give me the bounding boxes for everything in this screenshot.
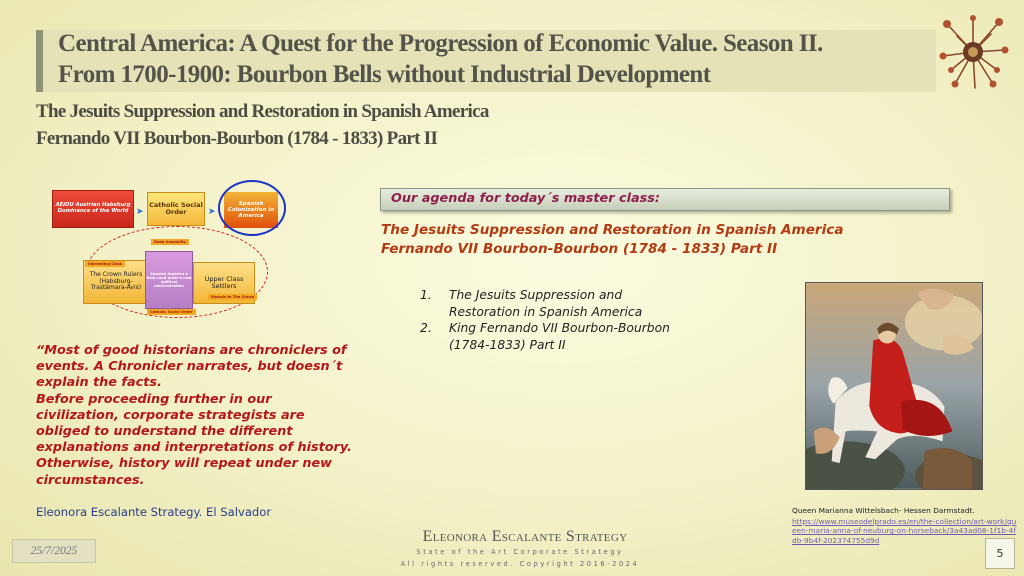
list-item-text: King Fernando VII Bourbon-Bourbon	[449, 321, 670, 335]
agenda-header: Our agenda for today´s master class:	[380, 188, 950, 211]
list-item-number: 2.	[420, 321, 432, 335]
catholic-social-order-box: Catholic Social Order	[147, 192, 205, 226]
historian-quote	[36, 343, 366, 489]
list-item-text: Restoration in Spanish America	[449, 304, 643, 319]
aeiou-box: AEIOU Austrian Habsburg Dominance of the World	[52, 190, 134, 228]
title-line-1: Central America: A Quest for the Progression of Economic Value. Season II.	[58, 30, 823, 57]
arrow-right-icon: ➤	[208, 206, 216, 216]
quote-line: events. A Chronicler narrates, but doesn´t	[36, 359, 343, 375]
deep-inequality-tag: Deep Inequality	[151, 239, 189, 245]
agenda-title-line-1: The Jesuits Suppression and Restoration in Spanish America	[381, 222, 844, 238]
slide-number: 5	[985, 538, 1015, 569]
quote-line: explanations and interpretations of history.	[36, 440, 352, 456]
list-item-text: The Jesuits Suppression and	[449, 288, 623, 302]
quote-author: Eleonora Escalante Strategy. El Salvador	[36, 505, 272, 519]
spanish-colonization-box: Spanish Colonization in America	[224, 192, 278, 228]
list-item-number: 1.	[420, 288, 432, 302]
upper-class-box: Upper Class Settlers	[193, 262, 255, 304]
crown-rulers-label: The Crown Rulers (Habsburg-Trastámara-Avis)	[89, 270, 143, 292]
colonial-order-diagram	[50, 180, 325, 320]
quote-line: Otherwise, history will repeat under new	[36, 456, 332, 472]
title-line-2: From 1700-1900: Bourbon Bells without Industrial Development	[58, 61, 711, 88]
queen-equestrian-painting	[805, 282, 983, 490]
inbreeding-class-tag: Inbreeding Class	[85, 261, 125, 267]
list-item	[420, 287, 750, 320]
subtitle-line-2: Fernando VII Bourbon-Bourbon (1784 - 1833) Part II	[36, 128, 438, 149]
dried-flower-icon	[935, 14, 1011, 90]
slide-date: 25/7/2025	[12, 539, 96, 563]
quote-line: civilization, corporate strategists are	[36, 407, 305, 423]
painting-source-link[interactable]: https://www.museodelprado.es/en/the-collection/art-work/queen-maria-anna-of-neuburg-on-horseback/3a43ad08-1f1b-4fdb-9b4f-202374755d9d	[792, 517, 1017, 545]
footer-tagline: State of the Art Corporate Strategy	[416, 548, 624, 556]
footer-copyright: All rights reserved. Copyright 2016-2024	[400, 560, 640, 568]
quote-line: Before proceeding further in our	[36, 391, 272, 407]
footer-brand: Eleonora Escalante Strategy	[422, 528, 628, 545]
painting-caption: Queen Marianna Wittelsbach- Hessen Darmstadt.	[792, 506, 975, 515]
agenda-title-line-2: Fernando VII Bourbon-Bourbon (1784 - 1833) Part II	[381, 241, 778, 257]
list-item-text: (1784-1833) Part II	[449, 337, 566, 352]
highlight-ring	[218, 180, 286, 236]
quote-line: “Most of good historians are chroniclers of	[36, 343, 347, 358]
subtitle-line-1: The Jesuits Suppression and Restoration in Spanish America	[36, 101, 489, 122]
list-item	[420, 320, 750, 353]
spanish-america-box: Spanish America a New Land order's new political administration	[145, 251, 193, 309]
vassals-tag: Vassals to The Crown	[208, 294, 257, 300]
quote-line: obliged to understand the different	[36, 424, 293, 440]
quote-line: explain the facts.	[36, 375, 162, 391]
arrow-right-icon: ➤	[136, 206, 144, 216]
quote-line: circumstances.	[36, 472, 145, 488]
agenda-list	[420, 287, 750, 353]
catholic-order-tag: Catholic Social Order	[147, 309, 196, 315]
